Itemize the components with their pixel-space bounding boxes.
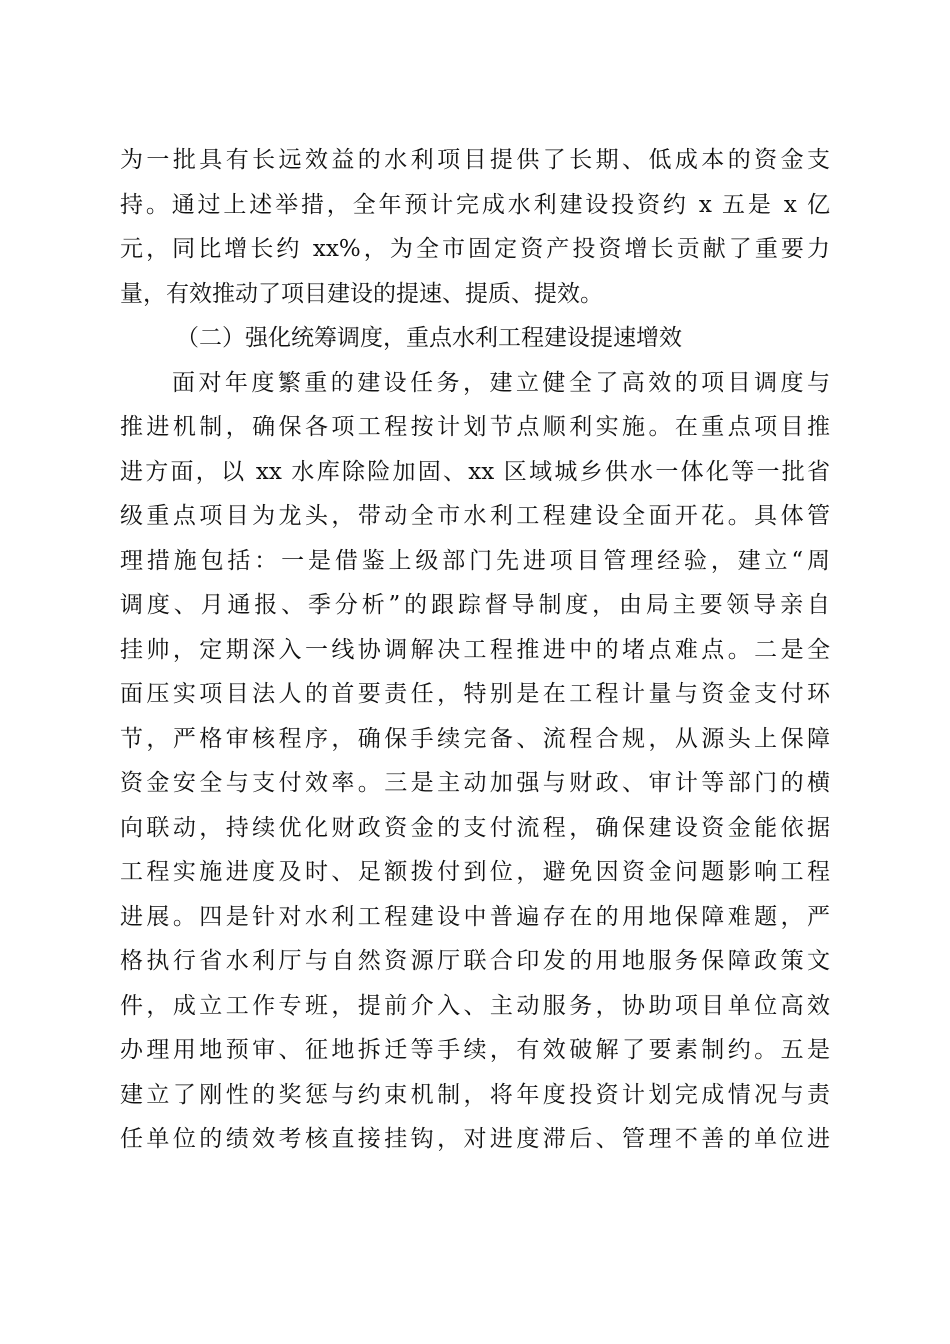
text-line: 级重点项目为龙头，带动全市水利工程建设全面开花。具体管 <box>120 503 830 529</box>
text-line: 面对年度繁重的建设任务，建立健全了高效的项目调度与 <box>172 369 830 396</box>
text-line: 面压实项目法人的首要责任，特别是在工程计量与资金支付环 <box>120 681 830 707</box>
text-line: 资金安全与支付效率。三是主动加强与财政、审计等部门的横 <box>120 770 830 796</box>
text-line: 节，严格审核程序，确保手续完备、流程合规，从源头上保障 <box>120 725 830 752</box>
text-line: 件，成立工作专班，提前介入、主动服务，协助项目单位高效 <box>120 992 830 1019</box>
text-line: 建立了刚性的奖惩与约束机制，将年度投资计划完成情况与责 <box>120 1081 830 1108</box>
text-line: 推进机制，确保各项工程按计划节点顺利实施。在重点项目推 <box>120 414 830 440</box>
text-line: 调度、月通报、季分析”的跟踪督导制度，由局主要领导亲自 <box>120 592 830 618</box>
text-line: 向联动，持续优化财政资金的支付流程，确保建设资金能依据 <box>120 814 830 841</box>
text-line: 格执行省水利厅与自然资源厅联合印发的用地服务保障政策文 <box>120 948 830 974</box>
text-line: 进方面，以 xx 水库除险加固、xx 区域城乡供水一体化等一批省 <box>120 458 830 485</box>
text-line: 持。通过上述举措，全年预计完成水利建设投资约 x 五是 x 亿 <box>120 191 830 218</box>
paragraph-project-scheduling <box>120 361 830 1162</box>
section-heading: （二）强化统筹调度，重点水利工程建设提速增效 <box>176 325 682 351</box>
text-line: 办理用地预审、征地拆迁等手续，有效破解了要素制约。五是 <box>120 1037 830 1063</box>
text-line: 理措施包括：一是借鉴上级部门先进项目管理经验，建立“周 <box>120 547 830 574</box>
text-line: 任单位的绩效考核直接挂钩，对进度滞后、管理不善的单位进 <box>120 1126 830 1152</box>
document-page <box>120 138 830 1162</box>
text-line: 元，同比增长约 xx%，为全市固定资产投资增长贡献了重要力 <box>120 236 830 262</box>
text-line: 量，有效推动了项目建设的提速、提质、提效。 <box>120 280 603 307</box>
text-line: 进展。四是针对水利工程建设中普遍存在的用地保障难题，严 <box>120 903 830 930</box>
paragraph-funding-summary <box>120 138 830 316</box>
text-line: 挂帅，定期深入一线协调解决工程推进中的堵点难点。二是全 <box>120 636 830 663</box>
text-line: 工程实施进度及时、足额拨付到位，避免因资金问题影响工程 <box>120 859 830 885</box>
text-line: 为一批具有长远效益的水利项目提供了长期、低成本的资金支 <box>120 147 830 173</box>
